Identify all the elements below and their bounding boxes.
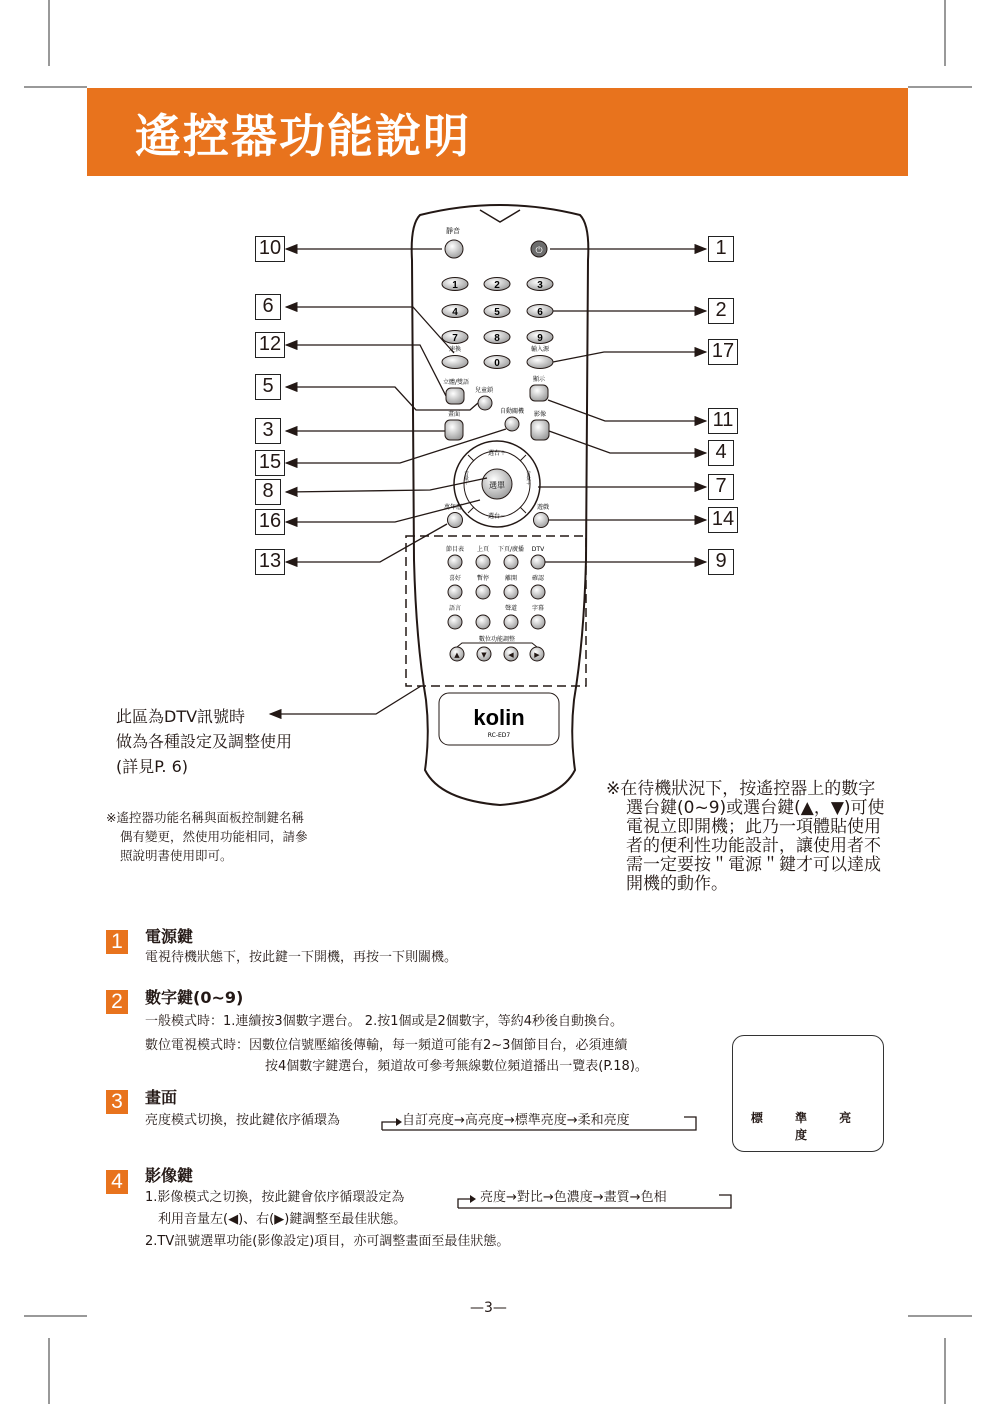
standby-line4: 者的便利性功能設計，讓使用者不	[626, 836, 881, 856]
key-1-label: 1	[452, 280, 458, 291]
callout-8: 8	[255, 479, 281, 505]
dtv-pagedown-label: 下頁/廣播	[497, 546, 525, 553]
callout-7: 7	[708, 474, 734, 500]
ch-down-label: 選台－	[487, 513, 507, 520]
section-2-title: 數字鍵(0~9)	[145, 988, 244, 1007]
section-3-title: 畫面	[145, 1088, 178, 1107]
section-4-text2	[158, 1208, 406, 1227]
up-arrow-icon: ▲	[454, 651, 460, 659]
callout-2: 2	[708, 298, 734, 324]
section-4-text2c: )鍵調整至最佳狀態。	[284, 1212, 407, 1227]
standby-line2: 選台鍵(0~9)或選台鍵(▲，▼)可使	[626, 798, 885, 818]
callout-3: 3	[255, 418, 281, 444]
menu-label: 選單	[489, 481, 505, 490]
auto-off-label: 自動關機	[499, 408, 525, 415]
note-line3: 照說明書使用即可。	[120, 848, 233, 863]
standby-line5: 需一定要按＂電源＂鍵才可以達成	[626, 855, 881, 875]
left-triangle-icon: ◀	[228, 1212, 239, 1227]
key-5-label: 5	[494, 307, 500, 318]
key-0-label: 0	[494, 358, 500, 369]
callout-4: 4	[708, 440, 734, 466]
dtv-audio-button	[504, 615, 518, 629]
dtv-adjust-label: 數位功能調整	[478, 636, 516, 643]
image-button	[531, 420, 549, 440]
section-3-text: 亮度模式切換，按此鍵依序循環為	[145, 1113, 341, 1128]
quick-button	[442, 356, 468, 369]
quick-label: 速換	[448, 346, 462, 353]
section-4-badge: 4	[106, 1170, 128, 1194]
dtv-legend-line2: 做為各種設定及調整使用	[116, 732, 293, 751]
section-4-text3: 2.TV訊號選單功能(影像設定)項目，亦可調整畫面至最佳狀態。	[145, 1234, 510, 1249]
dtv-exit-button	[504, 585, 518, 599]
dtv-sub-button	[531, 615, 545, 629]
dtv-pagedown-button	[504, 555, 518, 569]
callout-14: 14	[708, 507, 738, 533]
callout-9: 9	[708, 549, 734, 575]
right-arrow-icon: ▶	[534, 651, 540, 659]
key-3-label: 3	[537, 280, 543, 291]
callout-15: 15	[255, 450, 285, 476]
section-4-text1: 1.影像模式之切換，按此鍵會依序循環設定為	[145, 1190, 405, 1205]
callout-5: 5	[255, 374, 281, 400]
dtv-legend-line3: (詳見P. 6)	[116, 757, 188, 776]
callout-11: 11	[708, 408, 738, 434]
callout-10: 10	[255, 236, 285, 262]
section-1-badge: 1	[106, 930, 128, 954]
callout-17: 17	[708, 339, 738, 365]
vol-left-label: 音量－	[463, 470, 469, 486]
calendar-label: 萬年曆	[443, 504, 463, 511]
callout-6: 6	[255, 294, 281, 320]
section-2-text1: 一般模式時：1.連續按3個數字選台。 2.按1個或是2個數字，等約4秒後自動換台。	[145, 1014, 624, 1029]
name-variance-note	[106, 808, 308, 865]
section-2-badge: 2	[106, 990, 128, 1014]
callout-1: 1	[708, 236, 734, 262]
standby-line6: 開機的動作。	[626, 874, 728, 894]
section-3-cycle-arrow	[378, 1108, 702, 1132]
ch-up-label: 選台＋	[487, 450, 507, 457]
input-label: 輸入源	[530, 346, 550, 353]
dtv-exit-label: 離開	[504, 575, 518, 582]
section-4-title: 影像鍵	[145, 1166, 194, 1185]
mute-button	[445, 240, 463, 258]
dtv-blank-button	[476, 615, 490, 629]
key-7-label: 7	[452, 333, 458, 344]
stereo-button	[446, 388, 464, 404]
dtv-pageup-label: 上頁	[476, 546, 490, 553]
game-button	[534, 513, 549, 528]
vol-right-label: 音量＋	[525, 470, 531, 486]
child-lock-button	[478, 396, 492, 410]
dtv-legend	[116, 704, 292, 779]
picture-label: 畫面	[447, 411, 461, 418]
dtv-dtv-button	[531, 555, 545, 569]
game-label: 遊戲	[536, 504, 550, 511]
note-line1: ※遙控器功能名稱與面板控制鍵名稱	[106, 810, 304, 825]
dtv-pause-button	[476, 585, 490, 599]
model-number: RC-ED7	[487, 732, 511, 739]
note-line2: 偶有變更，然使用功能相同，請參	[120, 829, 308, 844]
standby-line1: ※在待機狀況下，按遙控器上的數字	[606, 779, 876, 799]
dtv-fav-button	[448, 585, 462, 599]
dtv-sub-label: 字幕	[531, 605, 545, 612]
stereo-label: 立體/雙語	[442, 379, 470, 386]
key-2-label: 2	[494, 280, 500, 291]
right-triangle-icon: ▶	[274, 1212, 285, 1227]
section-3-badge: 3	[106, 1090, 128, 1114]
section-1-title: 電源鍵	[145, 927, 194, 946]
standby-note	[606, 780, 885, 894]
tv-screen-illustration	[732, 1035, 884, 1152]
display-button	[530, 385, 548, 401]
dtv-pause-label: 暫停	[476, 575, 490, 582]
key-6-label: 6	[537, 307, 543, 318]
tv-screen-label: 標 準 亮 度	[750, 1111, 866, 1142]
section-4-cycle-arrow	[455, 1186, 735, 1210]
key-8-label: 8	[494, 333, 500, 344]
dtv-fav-label: 喜好	[448, 575, 462, 582]
dtv-lang-button	[448, 615, 462, 629]
brand-logo: kolin	[473, 705, 525, 730]
section-4-cycle: 亮度→對比→色濃度→畫質→色相	[480, 1190, 667, 1205]
dtv-epg-label: 節目表	[445, 546, 465, 553]
dtv-epg-button	[448, 555, 462, 569]
dtv-ok-button	[531, 585, 545, 599]
page-number: —3—	[470, 1300, 507, 1316]
section-2-text2: 數位電視模式時：因數位信號壓縮後傳輸，每一頻道可能有2~3個節目台，必須連續	[145, 1038, 628, 1053]
power-icon: ⏻	[535, 246, 543, 256]
section-4-text2b: )、右(	[238, 1212, 275, 1227]
child-lock-label: 兒童鎖	[474, 387, 494, 394]
page-title: 遙控器功能說明	[135, 109, 471, 163]
key-9-label: 9	[537, 333, 543, 344]
key-4-label: 4	[452, 307, 458, 318]
callout-13: 13	[255, 549, 285, 575]
section-2-text3: 按4個數字鍵選台，頻道故可參考無線數位頻道播出一覽表(P.18)。	[265, 1059, 648, 1074]
standby-line3: 電視立即開機；此乃一項體貼使用	[626, 817, 881, 837]
mute-label: 靜音	[446, 227, 460, 235]
dtv-legend-line1: 此區為DTV訊號時	[116, 707, 246, 726]
calendar-button	[448, 513, 463, 528]
section-1-text: 電視待機狀態下，按此鍵一下開機，再按一下則關機。	[145, 950, 458, 965]
dtv-audio-label: 聲道	[504, 605, 518, 612]
dtv-ok-label: 確認	[531, 575, 545, 582]
callout-12: 12	[255, 332, 285, 358]
dtv-pageup-button	[476, 555, 490, 569]
input-button	[527, 356, 553, 369]
dtv-lang-label: 語言	[448, 605, 462, 612]
dtv-dtv-label: DTV	[531, 546, 545, 553]
section-3-cycle: 自訂亮度→高亮度→標準亮度→柔和亮度	[402, 1113, 630, 1128]
section-4-text2a: 利用音量左(	[158, 1212, 229, 1227]
callout-16: 16	[255, 509, 285, 535]
display-label: 顯示	[532, 376, 546, 383]
picture-button	[445, 420, 463, 440]
auto-off-button	[505, 417, 519, 431]
left-arrow-icon: ◀	[508, 651, 514, 659]
down-arrow-icon: ▼	[481, 651, 487, 659]
image-label: 影像	[533, 411, 547, 418]
